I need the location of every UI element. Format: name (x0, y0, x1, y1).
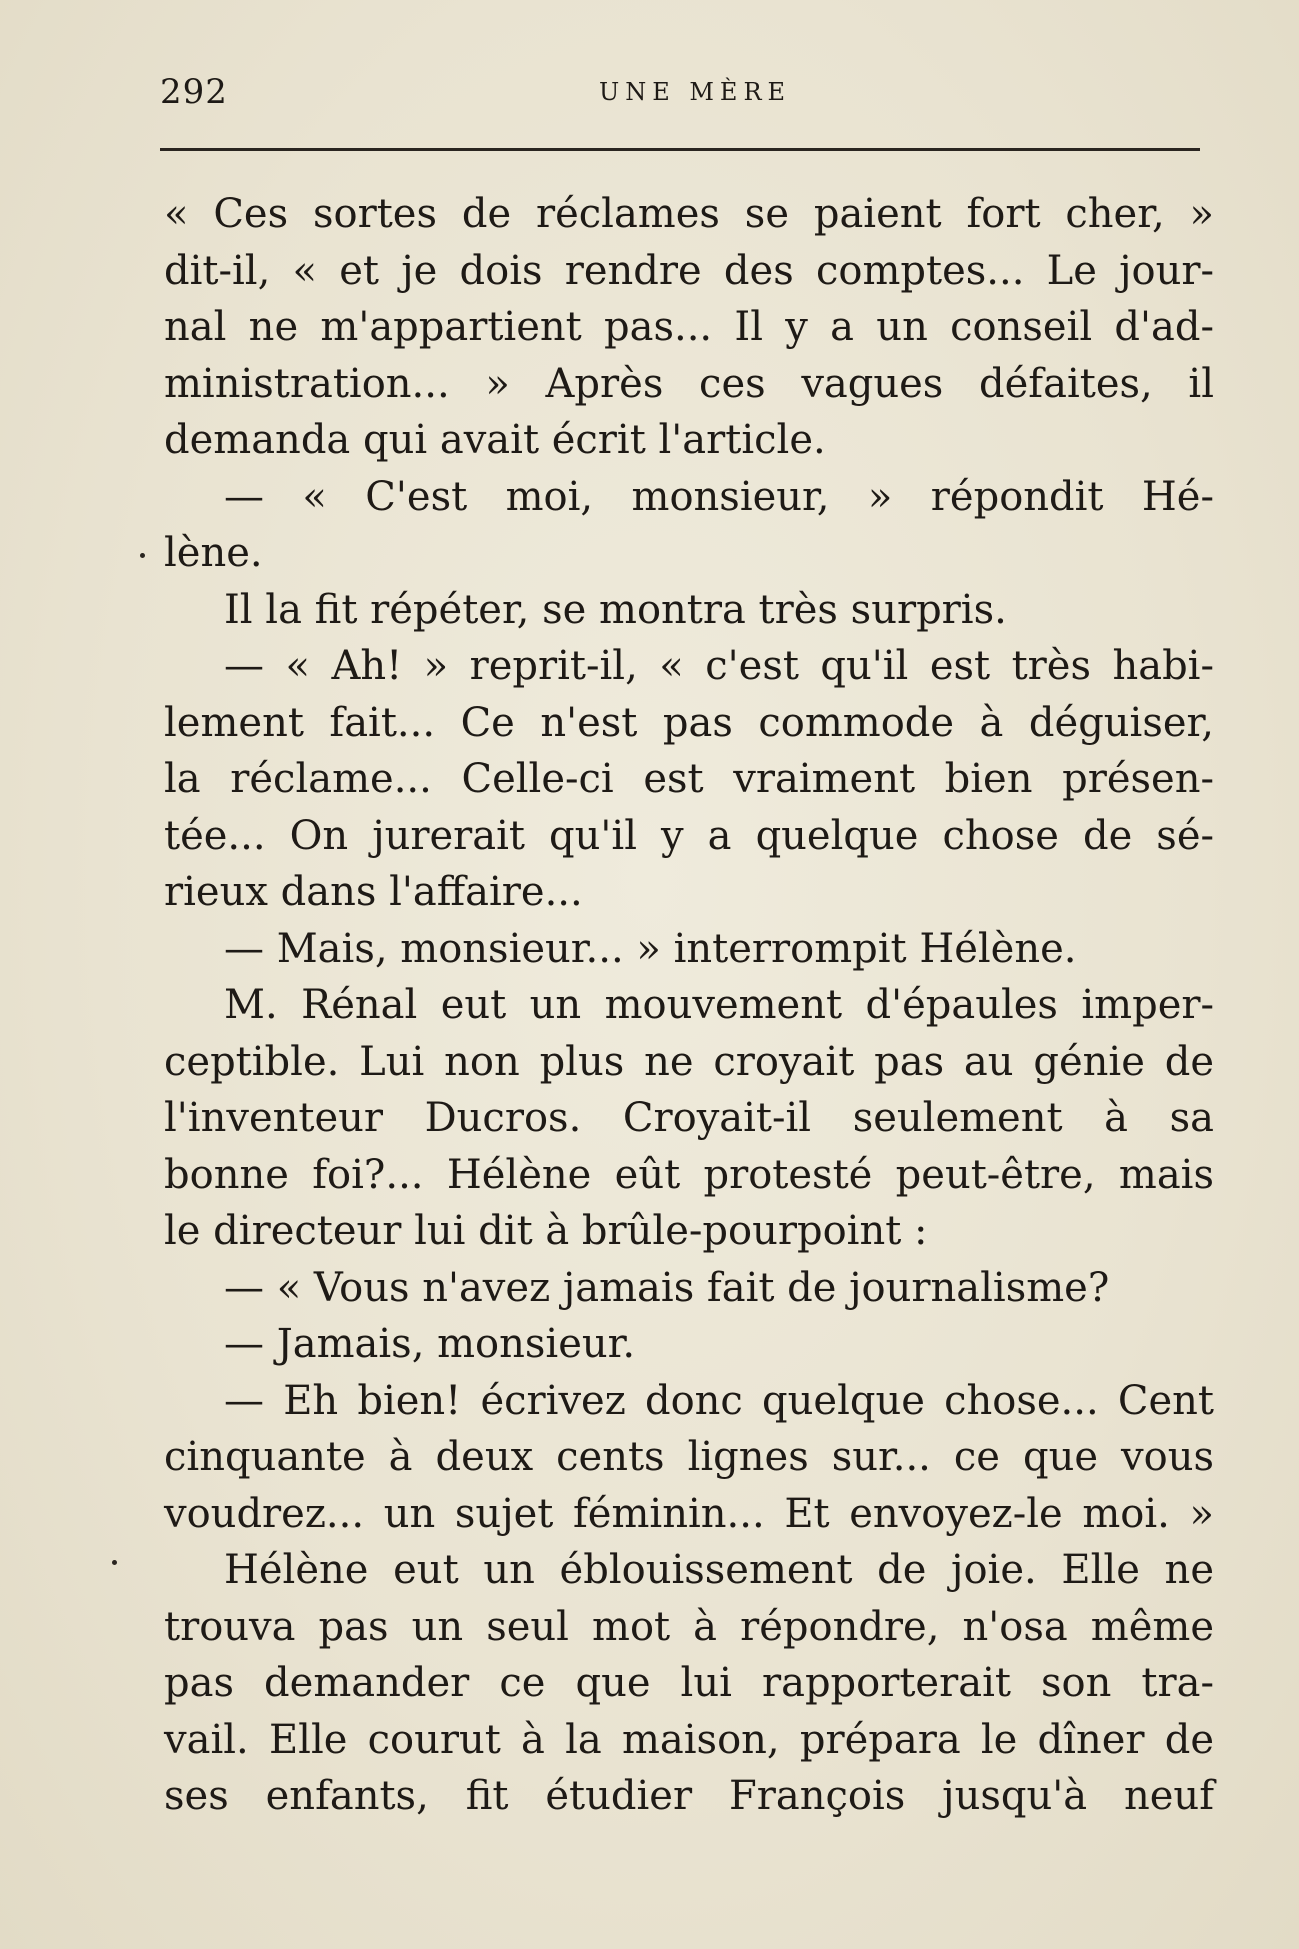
text-line-content: pas demander ce que lui rapporterait son tra- (164, 1660, 1214, 1706)
page-header (160, 72, 1200, 122)
text-line (164, 186, 1214, 243)
text-line (164, 638, 1214, 695)
text-line-content: voudrez... un sujet féminin... Et envoyez-le moi. » (164, 1490, 1214, 1537)
text-line-content: dit-il, « et je dois rendre des comptes... Le jour- (164, 247, 1214, 294)
text-line (164, 469, 1214, 526)
text-line (164, 1090, 1214, 1147)
text-line-content: — « Vous n'avez jamais fait de journalisme? (224, 1264, 1110, 1311)
text-line (164, 977, 1214, 1034)
text-line (164, 751, 1214, 808)
text-line-content: — « Ah! » reprit-il, « c'est qu'il est très habi- (224, 643, 1214, 689)
text-line (164, 582, 1214, 639)
text-line (164, 1542, 1214, 1599)
text-line-content: nal ne m'appartient pas... Il y a un conseil d'ad- (164, 304, 1214, 350)
header-rule (160, 148, 1200, 151)
text-line-content: lement fait... Ce n'est pas commode à déguiser, (164, 699, 1214, 746)
text-line (164, 1768, 1214, 1825)
text-line-content: ceptible. Lui non plus ne croyait pas au génie de (164, 1038, 1214, 1085)
text-line-content: vail. Elle courut à la maison, prépara le dîner de (164, 1716, 1214, 1763)
text-line (164, 299, 1214, 356)
text-line-content: — Jamais, monsieur. (224, 1321, 636, 1367)
text-line-content: cinquante à deux cents lignes sur... ce que vous (164, 1434, 1214, 1480)
text-line (164, 1655, 1214, 1712)
text-line-content: lène. (164, 530, 263, 576)
text-line (164, 1429, 1214, 1486)
text-line-content: « Ces sortes de réclames se paient fort cher, » (164, 191, 1214, 237)
running-title: UNE MÈRE (598, 78, 792, 106)
text-line-content: l'inventeur Ducros. Croyait-il seulement à sa (164, 1095, 1214, 1141)
text-line (164, 243, 1214, 300)
text-line (164, 1260, 1214, 1317)
text-line-content: rieux dans l'affaire... (164, 869, 583, 915)
text-line-content: demanda qui avait écrit l'article. (164, 417, 826, 463)
text-line (164, 1147, 1214, 1204)
text-line-content: ministration... » Après ces vagues défaites, il (164, 360, 1214, 407)
text-line-content: Hélène eut un éblouissement de joie. Elle ne (224, 1547, 1214, 1593)
text-line-content: — Mais, monsieur... » interrompit Hélène. (224, 925, 1077, 972)
text-line-content: Il la fit répéter, se montra très surpris. (224, 586, 1007, 633)
text-line-content: — « C'est moi, monsieur, » répondit Hé- (224, 473, 1214, 520)
text-line (164, 695, 1214, 752)
text-line (164, 1599, 1214, 1656)
ink-speck (140, 553, 145, 558)
ink-speck (112, 1560, 117, 1565)
text-line-content: tée... On jurerait qu'il y a quelque chose de sé- (164, 812, 1214, 859)
text-line (164, 356, 1214, 413)
text-line-content: le directeur lui dit à brûle-pourpoint : (164, 1208, 928, 1254)
text-line-content: M. Rénal eut un mouvement d'épaules imper- (224, 982, 1214, 1028)
text-line-content: — Eh bien! écrivez donc quelque chose... Cent (224, 1377, 1214, 1424)
text-line (164, 1316, 1214, 1373)
text-line (164, 864, 1214, 921)
text-line (164, 1034, 1214, 1091)
text-line (164, 1712, 1214, 1769)
body-text (164, 186, 1214, 1825)
text-line (164, 1373, 1214, 1430)
text-line-content: trouva pas un seul mot à répondre, n'osa même (164, 1603, 1214, 1650)
text-line (164, 1486, 1214, 1543)
text-line-content: la réclame... Celle-ci est vraiment bien présen- (164, 756, 1214, 802)
text-line (164, 1203, 1214, 1260)
text-line (164, 921, 1214, 978)
page-number: 292 (160, 72, 228, 112)
text-line-content: ses enfants, fit étudier François jusqu'à neuf (164, 1773, 1214, 1819)
text-line-content: bonne foi?... Hélène eût protesté peut-être, mais (164, 1151, 1214, 1198)
text-line (164, 808, 1214, 865)
text-line (164, 525, 1214, 582)
text-line (164, 412, 1214, 469)
